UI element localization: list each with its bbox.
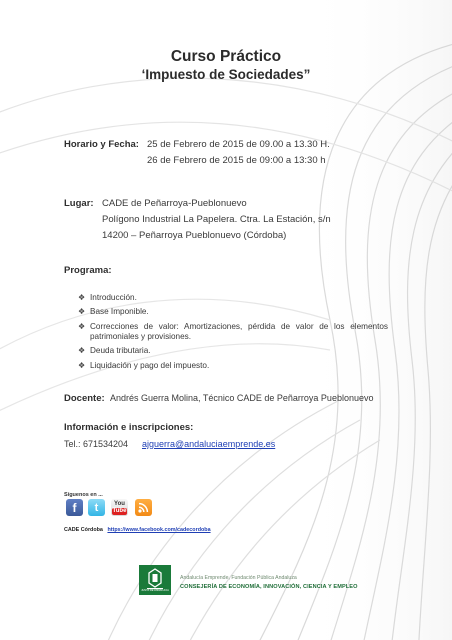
list-item <box>78 293 388 303</box>
diamond-bullet-icon: ❖ <box>78 321 86 331</box>
location-line-3: 14200 – Peñarroya Pueblonuevo (Córdoba) <box>102 230 287 241</box>
list-item <box>78 322 388 342</box>
phone-text: Tel.: 671534204 <box>64 439 129 449</box>
junta-andalucia-logo <box>139 565 171 595</box>
rss-icon[interactable] <box>135 499 152 516</box>
diamond-bullet-icon: ❖ <box>78 307 86 317</box>
footer-org: Andalucía Emprende, Fundación Pública Andaluza <box>180 575 297 581</box>
twitter-icon[interactable]: t <box>88 499 105 516</box>
diamond-bullet-icon: ❖ <box>78 360 86 370</box>
cade-name: CADE Córdoba <box>64 527 103 533</box>
teacher-text: Andrés Guerra Molina, Técnico CADE de Peñarroya Pueblonuevo <box>110 393 374 403</box>
facebook-icon[interactable]: f <box>66 499 83 516</box>
program-item-text: Liquidación y pago del impuesto. <box>90 360 210 370</box>
logo-caption: JUNTA DE ANDALUCIA <box>141 589 169 592</box>
location-line-1: CADE de Peñarroya-Pueblonuevo <box>102 198 247 209</box>
location-label: Lugar: <box>64 198 94 209</box>
diamond-bullet-icon: ❖ <box>78 293 86 302</box>
program-list <box>78 293 388 375</box>
program-label: Programa: <box>64 265 112 276</box>
facebook-page-link[interactable]: https://www.facebook.com/cadecordoba <box>107 527 211 533</box>
social-label: Síguenos en ... <box>64 492 103 498</box>
teacher-label: Docente: <box>64 393 105 404</box>
list-item <box>78 361 388 371</box>
page-title: Curso Práctico <box>170 48 282 65</box>
program-item-text: Base Imponible. <box>90 307 149 317</box>
diamond-bullet-icon: ❖ <box>78 346 86 356</box>
program-item-text: Deuda tributaria. <box>90 346 151 356</box>
youtube-tube-text: Tube <box>112 507 127 514</box>
list-item <box>78 346 388 356</box>
list-item <box>78 307 388 317</box>
location-line-2: Polígono Industrial La Papelera. Ctra. La Estación, s/n <box>102 214 331 225</box>
cade-label <box>64 527 211 533</box>
info-label: Información e inscripciones: <box>64 422 194 433</box>
program-item-text: Introducción. <box>90 293 137 302</box>
page-subtitle: ‘Impuesto de Sociedades” <box>141 67 311 82</box>
footer-ministry: CONSEJERÍA DE ECONOMÍA, INNOVACIÓN, CIENCIA Y EMPLEO <box>180 584 358 590</box>
youtube-you-text: You <box>114 500 125 507</box>
program-item-text: Correcciones de valor: Amortizaciones, pérdida de valor de los elementos patrimoniales y provisiones. <box>90 321 388 341</box>
schedule-line-2: 26 de Febrero de 2015 de 09:00 a 13:30 h <box>147 155 326 166</box>
youtube-icon[interactable] <box>111 499 128 516</box>
email-link[interactable]: ajguerra@andaluciaemprende.es <box>142 439 276 449</box>
schedule-line-1: 25 de Febrero de 2015 de 09.00 a 13.30 H. <box>147 139 330 150</box>
schedule-label: Horario y Fecha: <box>64 139 139 150</box>
